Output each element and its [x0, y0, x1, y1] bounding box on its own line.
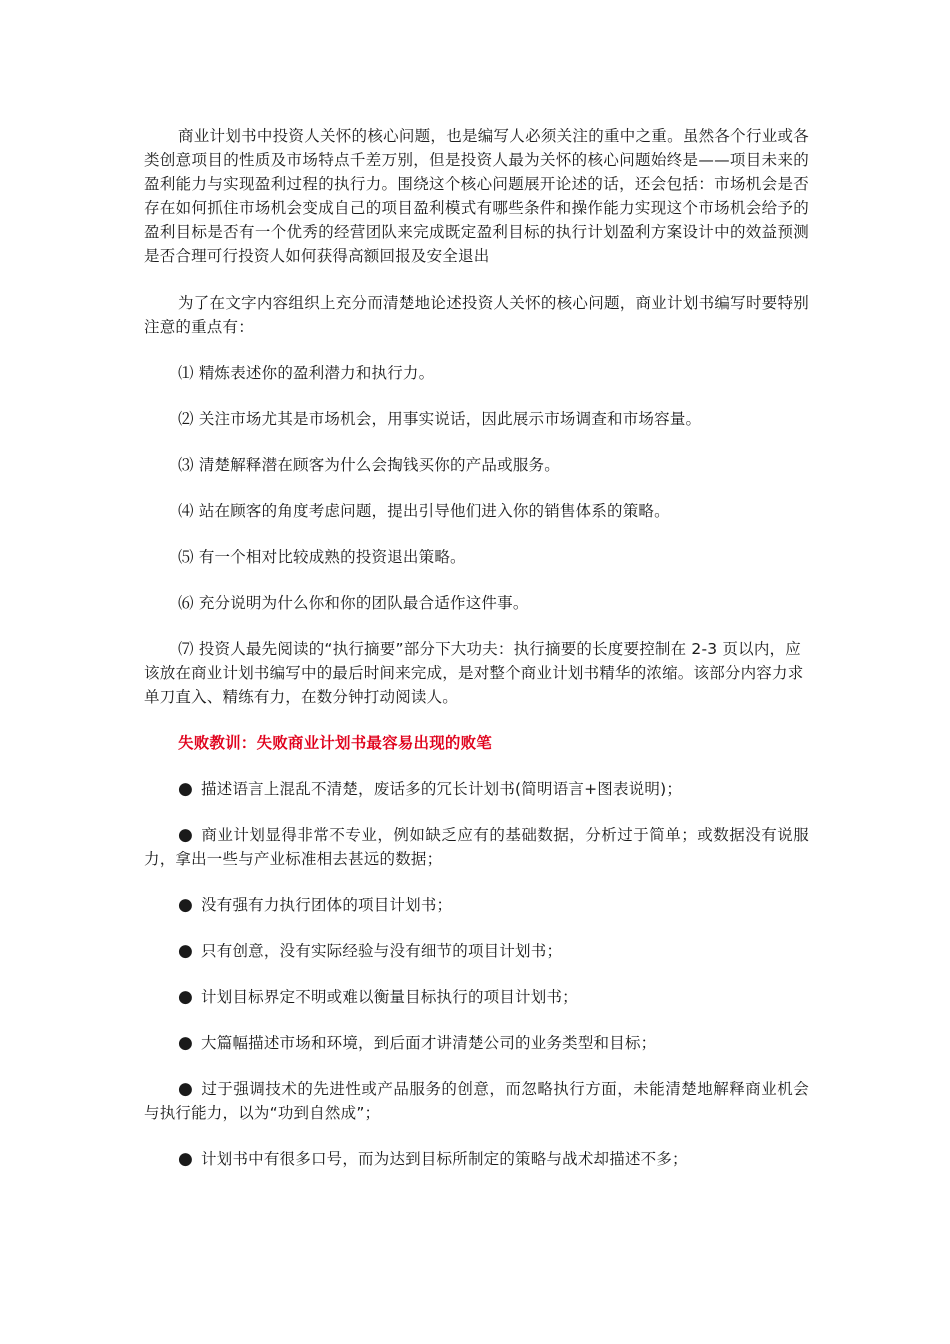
numbered-item-4: ⑷ 站在顾客的角度考虑问题，提出引导他们进入你的销售体系的策略。	[178, 502, 670, 520]
bullet-text: 商业计划显得非常不专业，例如缺乏应有的基础数据，分析过于简单；或数据没有说服力，拿出一些与产业标准相去甚远的数据；	[144, 826, 809, 868]
numbered-item-2: ⑵ 关注市场尤其是市场机会，用事实说话，因此展示市场调查和市场容量。	[178, 410, 702, 428]
numbered-item-6: ⑹ 充分说明为什么你和你的团队最合适作这件事。	[178, 594, 529, 612]
bullet-item-2	[144, 823, 809, 871]
bullet-dot-icon: ●	[178, 779, 194, 799]
bullet-dot-icon: ●	[178, 1033, 194, 1053]
intro-paragraph-core-issues: 商业计划书中投资人关怀的核心问题，也是编写人必须关注的重中之重。虽然各个行业或各类创意项目的性质及市场特点千差万别，但是投资人最为关怀的核心问题始终是——项目未来的盈利能力与实现盈利过程的执行力。围绕这个核心问题展开论述的话，还会包括：市场机会是否存在如何抓住市场机会变成自己的项目盈利模式有哪些条件和操作能力实现这个市场机会给予的盈利目标是否有一个优秀的经营团队来完成既定盈利目标的执行计划盈利方案设计中的效益预测是否合理可行投资人如何获得高额回报及安全退出	[144, 127, 809, 265]
bullet-dot-icon: ●	[178, 1079, 194, 1099]
bullet-item-4	[144, 939, 809, 963]
numbered-item-7: ⑺ 投资人最先阅读的“执行摘要”部分下大功夫：执行摘要的长度要控制在 2-3 页以内，应该放在商业计划书编写中的最后时间来完成，是对整个商业计划书精华的浓缩。该部分内容力求单刀直入、精练有力，在数分钟打动阅读人。	[144, 640, 804, 706]
bullet-item-5	[144, 985, 809, 1009]
bullet-dot-icon: ●	[178, 987, 194, 1007]
bullet-item-1	[144, 777, 809, 801]
failure-lessons-heading: 失败教训：失败商业计划书最容易出现的败笔	[178, 734, 493, 752]
bullet-item-8	[144, 1147, 809, 1171]
bullet-text: 计划目标界定不明或难以衡量目标执行的项目计划书；	[201, 988, 578, 1006]
bullet-dot-icon: ●	[178, 825, 194, 845]
bullet-text: 大篇幅描述市场和环境，到后面才讲清楚公司的业务类型和目标；	[201, 1034, 657, 1052]
numbered-item-5: ⑸ 有一个相对比较成熟的投资退出策略。	[178, 548, 466, 566]
numbered-item-1: ⑴ 精炼表述你的盈利潜力和执行力。	[178, 364, 435, 382]
document-page	[144, 124, 809, 1193]
bullet-text: 计划书中有很多口号，而为达到目标所制定的策略与战术却描述不多；	[201, 1150, 688, 1168]
bullet-text: 没有强有力执行团体的项目计划书；	[201, 896, 453, 914]
bullet-item-3	[144, 893, 809, 917]
bullet-text: 描述语言上混乱不清楚，废话多的冗长计划书(简明语言+图表说明)；	[201, 780, 683, 798]
bullet-item-6	[144, 1031, 809, 1055]
bullet-dot-icon: ●	[178, 941, 194, 961]
bullet-text: 过于强调技术的先进性或产品服务的创意，而忽略执行方面，未能清楚地解释商业机会与执行能力，以为“功到自然成”；	[144, 1080, 809, 1122]
bullet-dot-icon: ●	[178, 895, 194, 915]
numbered-item-3: ⑶ 清楚解释潜在顾客为什么会掏钱买你的产品或服务。	[178, 456, 560, 474]
bullet-dot-icon: ●	[178, 1149, 194, 1169]
bullet-item-7	[144, 1077, 809, 1125]
intro-paragraph-key-points: 为了在文字内容组织上充分而清楚地论述投资人关怀的核心问题，商业计划书编写时要特别注意的重点有：	[144, 294, 809, 336]
bullet-text: 只有创意，没有实际经验与没有细节的项目计划书；	[201, 942, 563, 960]
